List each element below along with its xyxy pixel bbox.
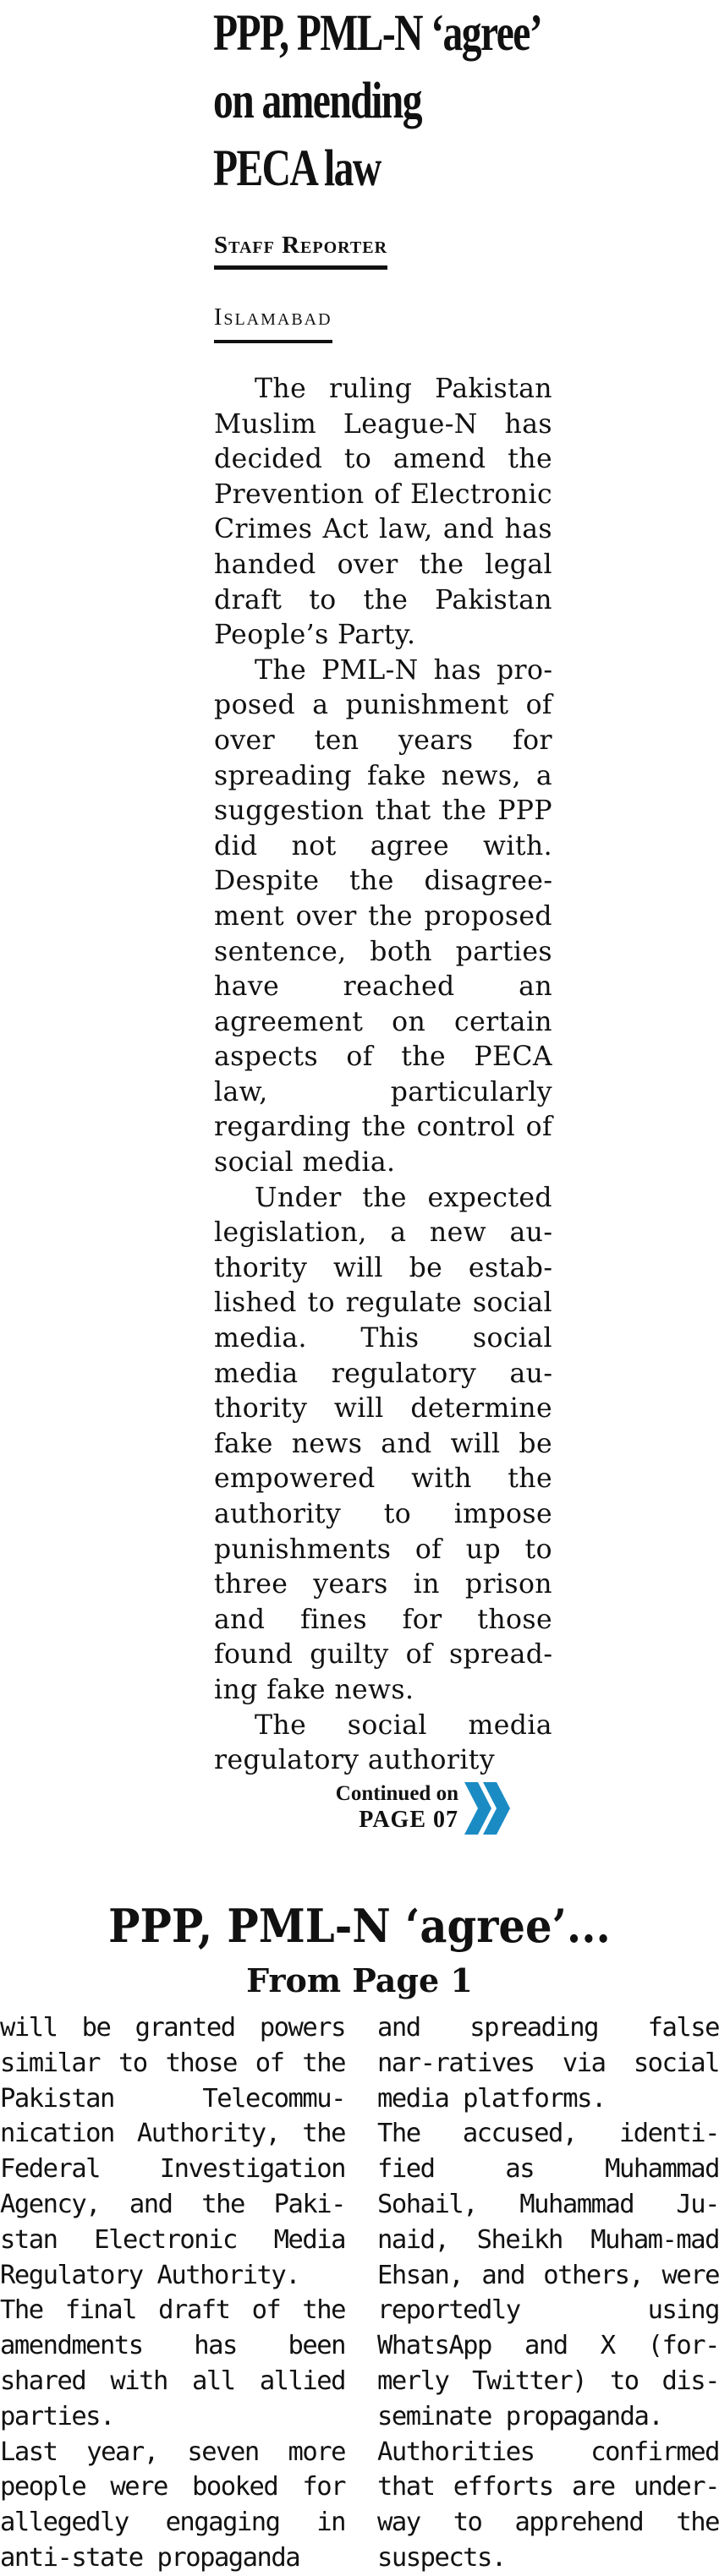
jump-headline: PPP, PML-N ‘agree’... <box>108 1899 611 1953</box>
jump-paragraph: The accused, identi-fied as Muhammad Sohail, Muhammad Ju-naid, Sheikh Muham-mad Ehsan, and others, were reportedly using WhatsApp and X (for-merly Twitter) to dis-seminate propaganda. <box>377 2119 719 2431</box>
headline-line-1: PPP, PML-N ‘agree’ <box>213 5 542 62</box>
byline: Staff Reporter <box>214 230 387 270</box>
jump-column-right <box>377 2010 719 2576</box>
story-paragraph: Under the expected legislation, a new authority will be established to regulate social media. This social media regulatory authority will determine fake news and will be empowered with the authority to impose punishments of up to three years in prison and fines for those found guilty of spreading fake news. <box>214 1182 552 1705</box>
jump-paragraph: Authorities confirmed that efforts are under-way to apprehend the suspects. <box>377 2437 719 2573</box>
jump-paragraph: will be granted powers similar to those of the Pakistan Telecommu-nication Authority, the Federal Investigation Agency, and the Paki-stan Electronic Media Regulatory Authority. <box>0 2013 345 2290</box>
jump-paragraph: and spreading false nar-ratives via social media platforms. <box>377 2013 719 2114</box>
story-body <box>214 372 552 1779</box>
headline-line-2: on amending <box>213 73 421 129</box>
continued-text <box>302 1780 458 1833</box>
continued-label: Continued on <box>335 1782 458 1805</box>
jump-column-left <box>0 2010 345 2576</box>
jump-paragraph: The final draft of the amendments has been shared with all allied parties. <box>0 2295 345 2431</box>
continued-on-marker <box>302 1780 522 1848</box>
jump-from-page: From Page 1 <box>246 1961 473 1999</box>
jump-paragraph: Last year, seven more people were booked for allegedly engaging in anti-state propaganda <box>0 2437 345 2573</box>
story-paragraph: The PML-N has proposed a punishment of over ten years for spreading fake news, a suggestion that the PPP did not agree with. Despite the disagreement over the proposed sentence, both parties have reached an agreement on certain aspects of the PECA law, particularly regarding the control of social media. <box>214 654 552 1179</box>
dateline: Islamabad <box>214 303 332 343</box>
story-paragraph: The ruling Pakistan Muslim League-N has decided to amend the Prevention of Electronic Crimes Act law, and has handed over the legal draft to the Pakistan People’s Party. <box>214 374 552 651</box>
continued-page: PAGE 07 <box>359 1807 458 1833</box>
headline <box>213 0 542 203</box>
double-chevron-right-icon <box>461 1780 513 1836</box>
headline-line-3: PECA law <box>213 140 381 197</box>
story-paragraph: The social media regulatory authority <box>214 1709 552 1776</box>
